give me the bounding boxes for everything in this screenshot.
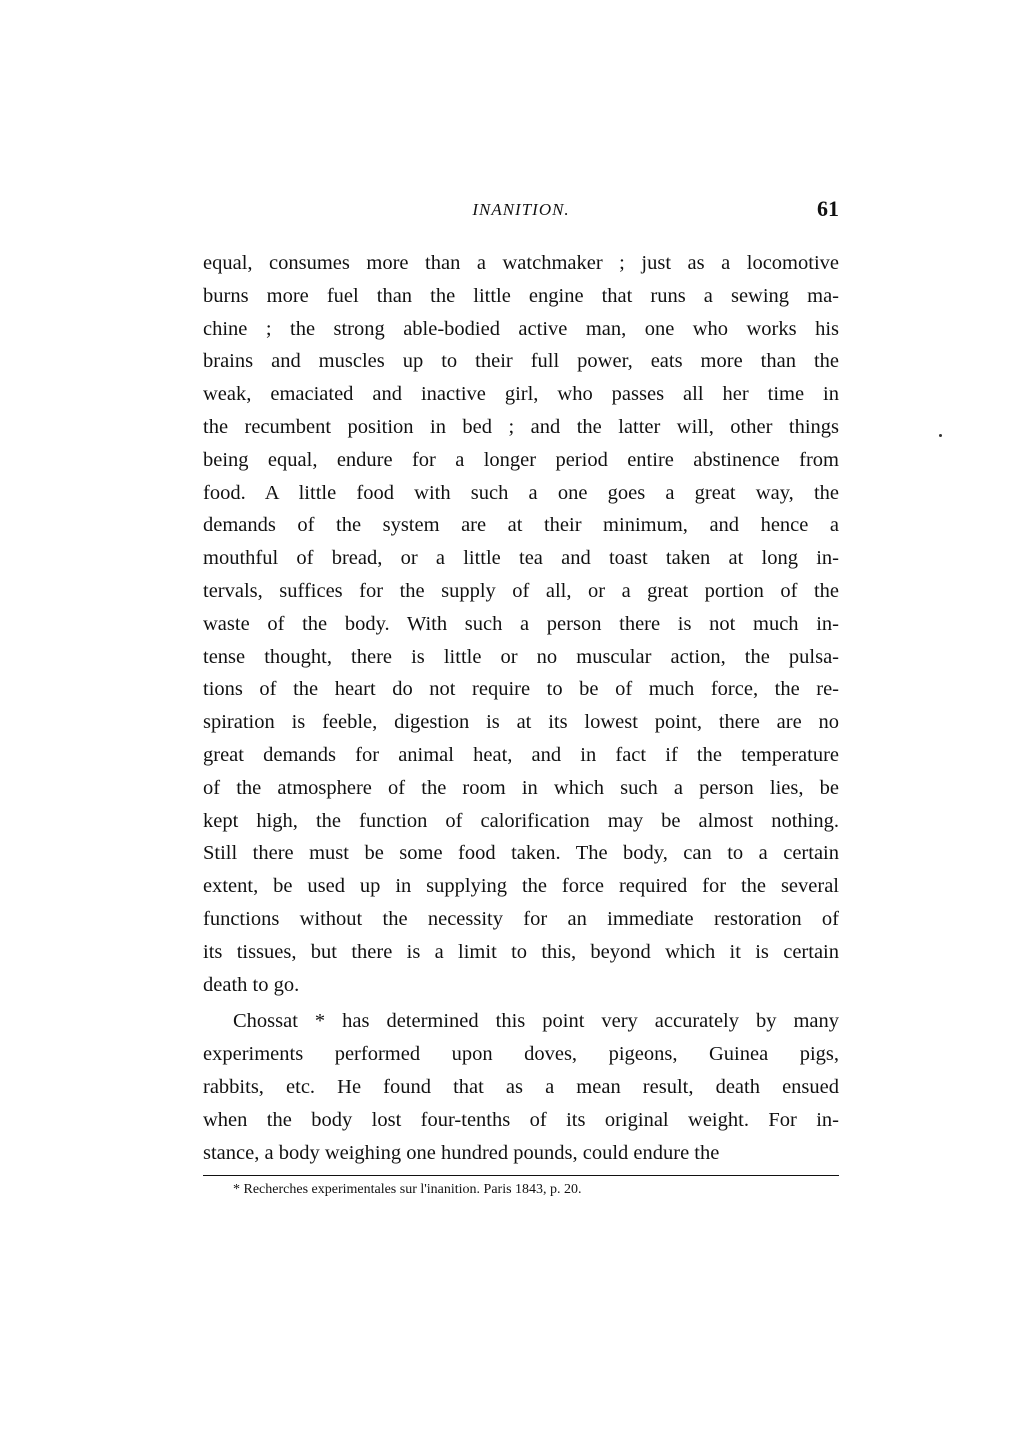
text-line: experiments performed upon doves, pigeons, Guinea pigs, (203, 1043, 839, 1066)
text-line: when the body lost four-tenths of its original weight. For in- (203, 1108, 839, 1131)
text-line: death to go. (203, 973, 300, 996)
text-line: brains and muscles up to their full power, eats more than the (203, 350, 839, 373)
paragraph-1 (203, 247, 839, 1001)
text-line: rabbits, etc. He found that as a mean result, death ensued (203, 1075, 839, 1098)
text-line: the recumbent position in bed ; and the latter will, other things (203, 415, 839, 438)
page-header (203, 196, 839, 226)
text-line: waste of the body. With such a person there is not much in- (203, 612, 839, 635)
text-line: stance, a body weighing one hundred pounds, could endure the (203, 1141, 720, 1164)
footnote-rule (203, 1175, 839, 1176)
text-line: chine ; the strong able-bodied active man, one who works his (203, 317, 839, 340)
paragraph-2 (203, 1005, 839, 1169)
running-head: INANITION. (472, 200, 570, 219)
text-line: tense thought, there is little or no muscular action, the pulsa- (203, 645, 839, 668)
scan-speck (939, 434, 942, 437)
text-line: mouthful of bread, or a little tea and toast taken at long in- (203, 547, 839, 570)
text-line: extent, be used up in supplying the force required for the several (203, 875, 839, 898)
text-line: burns more fuel than the little engine that runs a sewing ma- (203, 284, 839, 307)
text-line: kept high, the function of calorification may be almost nothing. (203, 809, 839, 832)
text-line: being equal, endure for a longer period entire abstinence from (203, 448, 839, 471)
text-line: of the atmosphere of the room in which such a person lies, be (203, 776, 839, 799)
text-line: weak, emaciated and inactive girl, who passes all her time in (203, 383, 839, 406)
text-line: equal, consumes more than a watchmaker ; just as a locomotive (203, 252, 839, 274)
text-line: spiration is feeble, digestion is at its lowest point, there are no (203, 711, 839, 734)
text-line: tions of the heart do not require to be of much force, the re- (203, 678, 839, 701)
text-line: demands of the system are at their minimum, and hence a (203, 514, 839, 537)
text-line: its tissues, but there is a limit to this, beyond which it is certain (203, 940, 839, 963)
page-number: 61 (817, 196, 839, 221)
text-line: great demands for animal heat, and in fact if the temperature (203, 743, 839, 766)
text-line: functions without the necessity for an immediate restoration of (203, 907, 839, 930)
text-line: Still there must be some food taken. The body, can to a certain (203, 842, 839, 865)
text-line: Chossat * has determined this point very accurately by many (233, 1010, 839, 1033)
footnote: * Recherches experimentales sur l'inanition. Paris 1843, p. 20. (233, 1182, 582, 1197)
text-line: tervals, suffices for the supply of all, or a great portion of the (203, 579, 839, 602)
text-line: food. A little food with such a one goes a great way, the (203, 481, 839, 504)
body-text (203, 247, 839, 1169)
